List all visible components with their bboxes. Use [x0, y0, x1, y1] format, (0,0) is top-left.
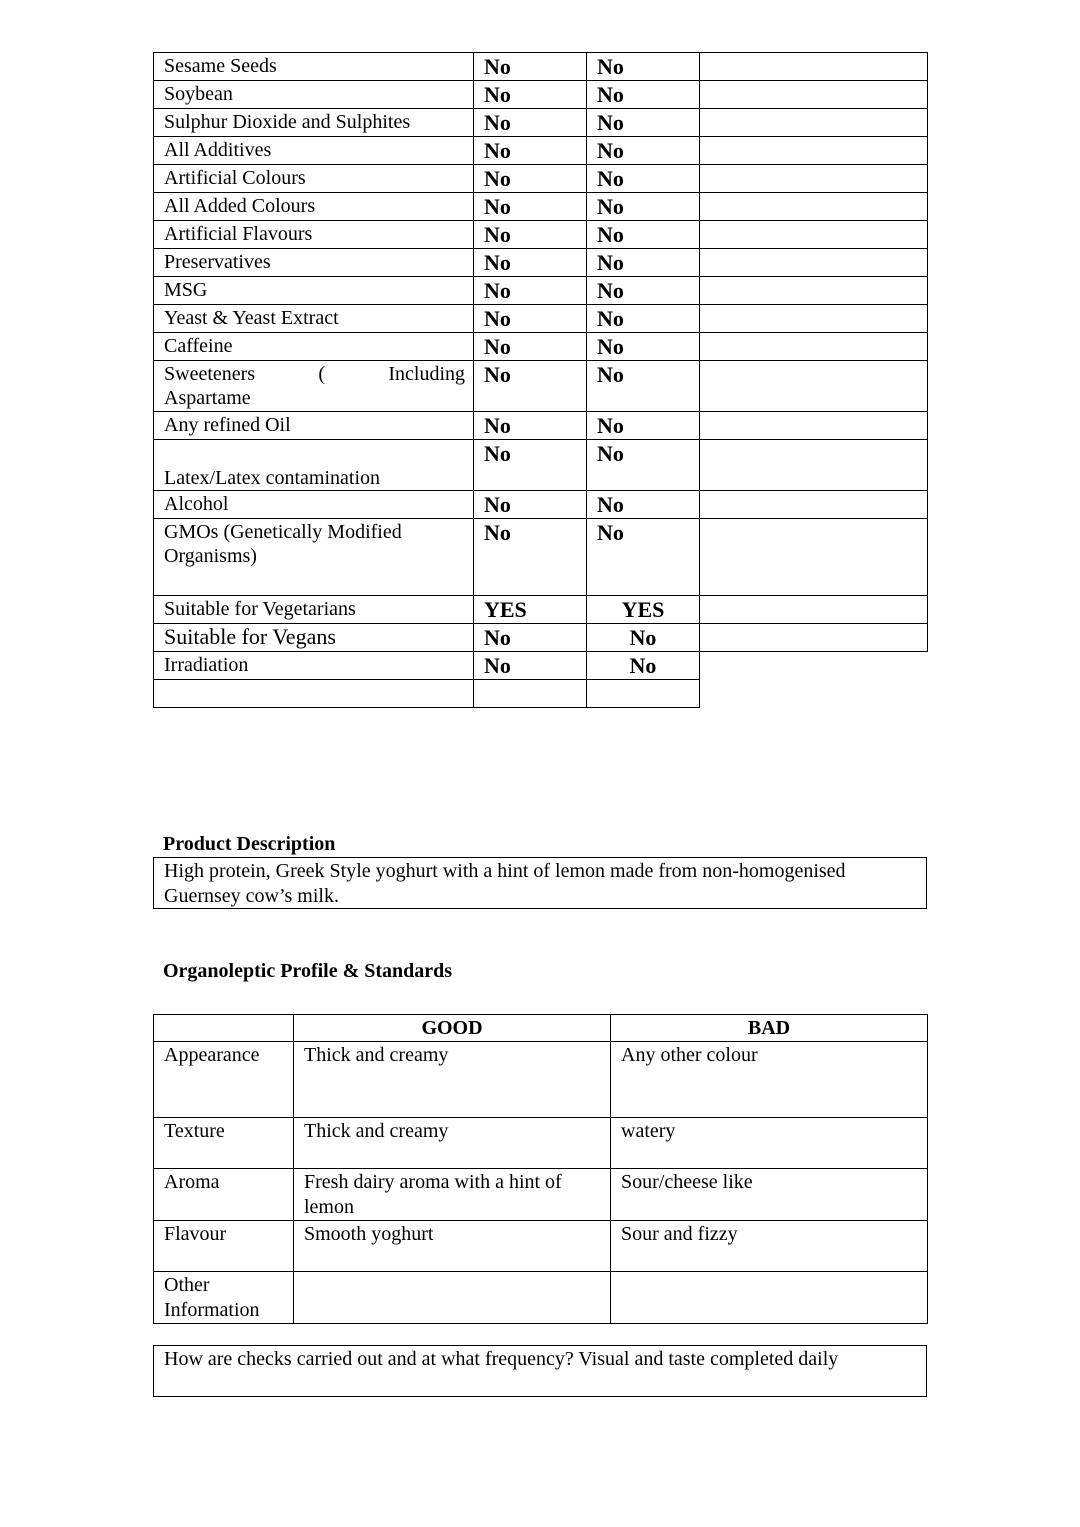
attribute-name: Texture: [154, 1118, 294, 1169]
good-value: Thick and creamy: [294, 1118, 611, 1169]
table-row: [154, 652, 928, 680]
table-row: [154, 193, 928, 221]
allergen-value: No: [474, 109, 587, 137]
allergen-value: No: [587, 440, 700, 491]
allergen-value: No: [474, 277, 587, 305]
allergen-value: No: [474, 361, 587, 412]
good-value: Thick and creamy: [294, 1042, 611, 1118]
allergen-notes: [700, 53, 928, 81]
table-row: [154, 53, 928, 81]
allergen-value: No: [587, 249, 700, 277]
table-row: [154, 1042, 928, 1118]
attribute-name: Appearance: [154, 1042, 294, 1118]
allergen-name-part: Including: [388, 363, 465, 385]
allergen-value: No: [474, 81, 587, 109]
allergen-value: YES: [474, 596, 587, 624]
allergen-name-line1: [164, 362, 465, 386]
allergen-name: [154, 361, 474, 412]
table-row: [154, 333, 928, 361]
allergen-name: Irradiation: [154, 652, 474, 680]
allergen-name: Soybean: [154, 81, 474, 109]
allergen-value: No: [474, 165, 587, 193]
allergen-notes: [700, 249, 928, 277]
table-row: [154, 137, 928, 165]
allergen-value: YES: [587, 596, 700, 624]
organoleptic-title: Organoleptic Profile & Standards: [163, 960, 453, 982]
allergen-value: No: [587, 652, 700, 680]
allergen-value: No: [474, 519, 587, 596]
table-row: [154, 491, 928, 519]
allergen-notes: [700, 109, 928, 137]
allergen-notes: [700, 221, 928, 249]
allergen-value: No: [587, 109, 700, 137]
allergen-name-part: (: [318, 363, 326, 385]
allergen-name: Yeast & Yeast Extract: [154, 305, 474, 333]
allergen-value: No: [474, 652, 587, 680]
allergen-notes: [700, 165, 928, 193]
allergen-value: No: [474, 137, 587, 165]
allergen-value: No: [474, 305, 587, 333]
header-good: GOOD: [294, 1015, 611, 1042]
allergen-notes: [700, 81, 928, 109]
table-row: [154, 680, 928, 708]
allergen-value: No: [587, 491, 700, 519]
allergen-name-line2: Aspartame: [164, 387, 251, 409]
bad-value: watery: [611, 1118, 928, 1169]
allergen-name: Latex/Latex contamination: [154, 440, 474, 491]
allergen-value: No: [587, 53, 700, 81]
table-row: [154, 1272, 928, 1324]
product-description-title: Product Description: [163, 833, 336, 855]
allergen-name: Suitable for Vegans: [154, 624, 474, 652]
checks-frequency-text: How are checks carried out and at what frequency? Visual and taste completed daily: [153, 1345, 927, 1397]
allergen-value: No: [474, 193, 587, 221]
good-value: Smooth yoghurt: [294, 1221, 611, 1272]
table-row: [154, 1221, 928, 1272]
table-row: [154, 624, 928, 652]
allergen-name: Alcohol: [154, 491, 474, 519]
allergen-value: No: [587, 519, 700, 596]
allergen-value: No: [587, 333, 700, 361]
allergen-name: Sulphur Dioxide and Sulphites: [154, 109, 474, 137]
bad-value: Sour and fizzy: [611, 1221, 928, 1272]
allergen-name: Artificial Colours: [154, 165, 474, 193]
table-row: [154, 440, 928, 491]
table-row: [154, 596, 928, 624]
table-row: [154, 412, 928, 440]
allergen-value: No: [474, 53, 587, 81]
allergen-value: No: [474, 624, 587, 652]
allergen-name: Preservatives: [154, 249, 474, 277]
attribute-name: Other Information: [154, 1272, 294, 1324]
allergen-value: No: [587, 221, 700, 249]
allergen-table: [153, 52, 928, 708]
allergen-name: All Added Colours: [154, 193, 474, 221]
allergen-notes: [700, 412, 928, 440]
header-bad: BAD: [611, 1015, 928, 1042]
allergen-name: Caffeine: [154, 333, 474, 361]
header-empty: [154, 1015, 294, 1042]
allergen-value: No: [587, 193, 700, 221]
allergen-name: Artificial Flavours: [154, 221, 474, 249]
allergen-notes: [700, 305, 928, 333]
table-row: [154, 81, 928, 109]
allergen-value: No: [587, 412, 700, 440]
table-row: [154, 165, 928, 193]
allergen-name: All Additives: [154, 137, 474, 165]
table-row: [154, 109, 928, 137]
allergen-name: Suitable for Vegetarians: [154, 596, 474, 624]
allergen-name: Any refined Oil: [154, 412, 474, 440]
allergen-notes: [700, 491, 928, 519]
table-row: [154, 1169, 928, 1221]
allergen-notes: [700, 277, 928, 305]
allergen-value: No: [587, 277, 700, 305]
bad-value: Any other colour: [611, 1042, 928, 1118]
product-description-text: High protein, Greek Style yoghurt with a hint of lemon made from non-homogenised Guernsey cow’s milk.: [153, 857, 927, 909]
table-row: [154, 305, 928, 333]
table-row: [154, 221, 928, 249]
allergen-name: [154, 680, 474, 708]
allergen-notes: [700, 519, 928, 596]
allergen-name: MSG: [154, 277, 474, 305]
allergen-notes: [700, 440, 928, 491]
allergen-value: No: [474, 333, 587, 361]
table-row: [154, 277, 928, 305]
allergen-name: GMOs (Genetically Modified Organisms): [154, 519, 474, 596]
allergen-notes: [700, 333, 928, 361]
allergen-notes: [700, 137, 928, 165]
allergen-notes: [700, 680, 928, 708]
allergen-value: No: [474, 491, 587, 519]
allergen-value: No: [474, 412, 587, 440]
allergen-value: No: [587, 624, 700, 652]
allergen-value: No: [587, 165, 700, 193]
allergen-value: No: [474, 221, 587, 249]
table-row: [154, 361, 928, 412]
allergen-value: No: [587, 81, 700, 109]
table-row: [154, 249, 928, 277]
allergen-value: No: [587, 361, 700, 412]
allergen-name: Sesame Seeds: [154, 53, 474, 81]
bad-value: [611, 1272, 928, 1324]
allergen-notes: [700, 361, 928, 412]
attribute-name: Aroma: [154, 1169, 294, 1221]
allergen-value: No: [587, 305, 700, 333]
table-header-row: [154, 1015, 928, 1042]
allergen-value: No: [474, 249, 587, 277]
allergen-name-part: Sweeteners: [164, 363, 256, 385]
allergen-value: [474, 680, 587, 708]
allergen-notes: [700, 596, 928, 624]
allergen-value: [587, 680, 700, 708]
organoleptic-table: [153, 1014, 928, 1324]
table-row: [154, 519, 928, 596]
allergen-notes: [700, 652, 928, 680]
good-value: Fresh dairy aroma with a hint of lemon: [294, 1169, 611, 1221]
good-value: [294, 1272, 611, 1324]
attribute-name: Flavour: [154, 1221, 294, 1272]
bad-value: Sour/cheese like: [611, 1169, 928, 1221]
table-row: [154, 1118, 928, 1169]
allergen-value: No: [587, 137, 700, 165]
allergen-notes: [700, 624, 928, 652]
allergen-notes: [700, 193, 928, 221]
allergen-value: No: [474, 440, 587, 491]
